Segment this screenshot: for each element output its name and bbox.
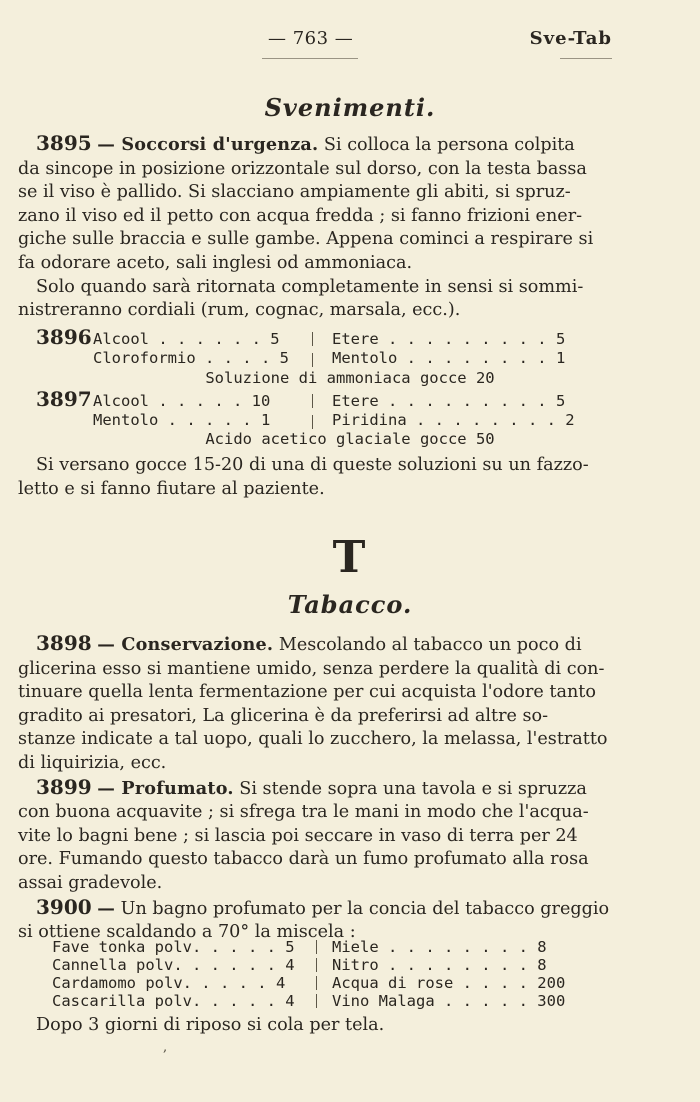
recipe-row-right: Acqua di rose . . . . 200 (332, 974, 566, 992)
entry-heading: — (97, 897, 116, 919)
recipe-number: 3896 (36, 325, 92, 349)
entry-3898-line-1 (18, 632, 612, 658)
recipe-row-right: Etere . . . . . . . . . 5 (332, 330, 566, 348)
recipe-3896-footer: Soluzione di ammoniaca gocce 20 (205, 369, 495, 387)
recipe-row-left: Cardamomo polv. . . . . 4 (52, 974, 286, 992)
entry-number: 3898 (36, 631, 92, 655)
entry-number: 3895 (36, 131, 92, 155)
text-line: giche sulle braccia e sulle gambe. Appena cominci a respirare si (18, 229, 594, 250)
recipe-row-right: Piridina . . . . . . . . 2 (332, 411, 575, 429)
recipe-row-left: Mentolo . . . . . 1 (93, 411, 271, 429)
recipe-row-right: Mentolo . . . . . . . . 1 (332, 349, 566, 367)
entry-heading: — Soccorsi d'urgenza. (97, 134, 319, 155)
text-line: fa odorare aceto, sali inglesi od ammoniaca. (18, 252, 413, 273)
section-title-svenimenti: Svenimenti. (264, 93, 436, 122)
entry-heading: — Profumato. (97, 777, 234, 799)
entry-3898 (18, 632, 612, 945)
closing-3897 (18, 454, 612, 501)
text-line: se il viso è pallido. Si slacciano ampiamente gli abiti, si spruz- (18, 182, 571, 203)
stray-mark: , (163, 1040, 168, 1055)
text-line: Solo quando sarà ritornata completamente in sensi si sommi- (36, 276, 584, 297)
entry-heading: — Conservazione. (97, 634, 274, 655)
text-line: di liquirizia, ecc. (18, 752, 167, 773)
column-divider (316, 994, 317, 1008)
recipe-row-left: Alcool . . . . . 10 (93, 392, 271, 410)
recipe-row-right: Etere . . . . . . . . . 5 (332, 392, 566, 410)
recipe-3897-footer: Acido acetico glaciale gocce 50 (205, 430, 495, 448)
text-line: zano il viso ed il petto con acqua fredda ; si fanno frizioni ener- (18, 205, 583, 226)
recipe-row-left: Fave tonka polv. . . . . 5 (52, 938, 295, 956)
entry-3899-line-1 (18, 776, 612, 802)
column-divider (316, 958, 317, 972)
recipe-row-left: Cascarilla polv. . . . . 4 (52, 992, 295, 1010)
recipe-row-left: Cannella polv. . . . . . 4 (52, 956, 295, 974)
text-line: glicerina esso si mantiene umido, senza perdere la qualità di con- (18, 658, 605, 679)
column-divider (312, 332, 313, 346)
column-divider (312, 394, 313, 408)
column-divider (312, 415, 313, 429)
entry-3895-line-1 (18, 132, 612, 158)
letter-heading: T (332, 532, 368, 583)
recipe-row-left: Alcool . . . . . . 5 (93, 330, 280, 348)
text-line: con buona acquavite ; si sfrega tra le mani in modo che l'acqua- (18, 802, 589, 823)
column-divider (316, 940, 317, 954)
recipe-row-left: Cloroformio . . . . 5 (93, 349, 289, 367)
text-line: Dopo 3 giorni di riposo si cola per tela. (36, 1015, 385, 1035)
recipe-row-right: Nitro . . . . . . . . 8 (332, 956, 547, 974)
header-rule-right (560, 58, 612, 59)
text-line: tinuare quella lenta fermentazione per cui acquista l'odore tanto (18, 682, 596, 703)
text-line: gradito ai presatori, La glicerina è da preferirsi ad altre so- (18, 705, 549, 726)
text-line: Un bagno profumato per la concia del tabacco greggio (120, 898, 610, 919)
recipe-number: 3897 (36, 387, 92, 411)
running-head: Sve-Tab (529, 28, 612, 49)
recipe-row-right: Miele . . . . . . . . 8 (332, 938, 547, 956)
closing-3900 (18, 1014, 612, 1038)
text-line: stanze indicate a tal uopo, quali lo zucchero, la melassa, l'estratto (18, 729, 608, 750)
text-line: letto e si fanno fiutare al paziente. (18, 478, 325, 499)
entry-number: 3900 (36, 894, 92, 919)
text-line: Si colloca la persona colpita (323, 135, 575, 155)
text-line: Si versano gocce 15-20 di una di queste soluzioni su un fazzo- (36, 455, 589, 475)
column-divider (316, 976, 317, 990)
text-line: si ottiene scaldando a 70° la miscela : (18, 922, 356, 943)
page-number: — 763 — (268, 28, 354, 49)
entry-3900-line-1 (18, 896, 612, 922)
header-rule-left (262, 58, 358, 59)
text-line: assai gradevole. (18, 872, 163, 893)
text-line: Si stende sopra una tavola e si spruzza (239, 778, 587, 799)
entry-number: 3899 (36, 774, 92, 799)
recipe-row-right: Vino Malaga . . . . . 300 (332, 992, 566, 1010)
text-line: ore. Fumando questo tabacco darà un fumo profumato alla rosa (18, 849, 589, 870)
text-line: Mescolando al tabacco un poco di (278, 635, 582, 655)
section-title-tabacco: Tabacco. (287, 590, 413, 619)
text-line: nistreranno cordiali (rum, cognac, marsala, ecc.). (18, 300, 461, 321)
text-line: vite lo bagni bene ; si lascia poi seccare in vaso di terra per 24 (18, 825, 578, 846)
column-divider (312, 353, 313, 367)
entry-3895 (18, 132, 612, 323)
text-line: da sincope in posizione orizzontale sul dorso, con la testa bassa (18, 158, 587, 179)
